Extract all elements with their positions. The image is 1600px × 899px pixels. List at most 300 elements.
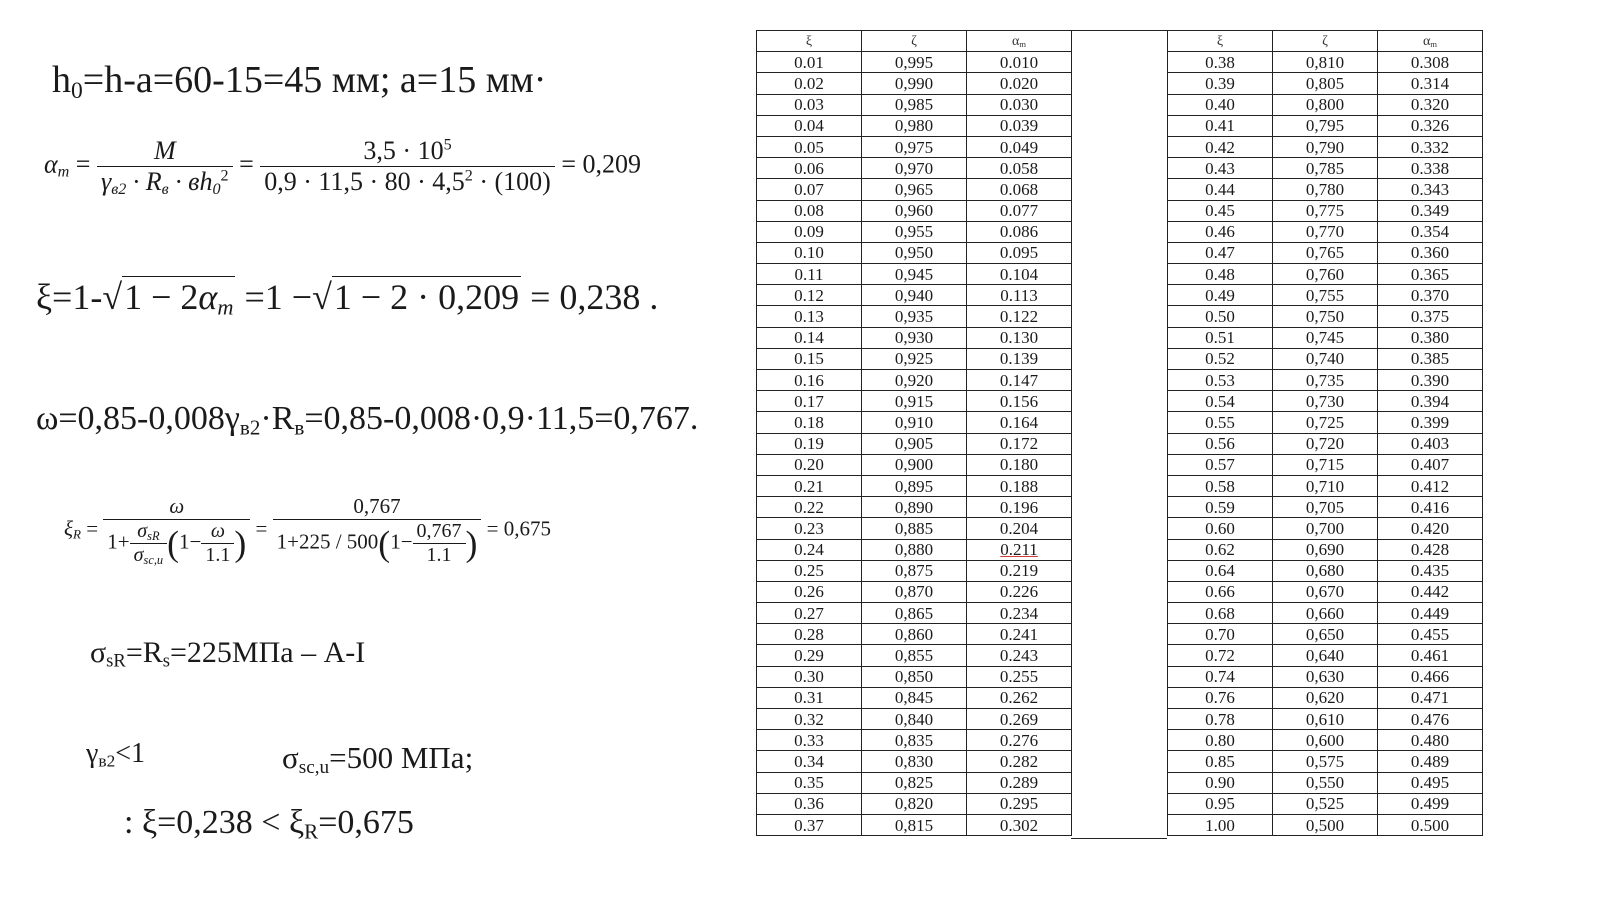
cell-xi: 0.40 (1168, 94, 1273, 115)
cell-alpha-m: 0.442 (1378, 581, 1483, 602)
table-row (1168, 709, 1483, 730)
header-zeta: ζ (862, 31, 967, 52)
table-row (1168, 370, 1483, 391)
cell-alpha-m: 0.204 (967, 518, 1072, 539)
cell-zeta: 0,815 (862, 814, 967, 835)
cell-zeta: 0,925 (862, 348, 967, 369)
table-row (1168, 539, 1483, 560)
table-row (1168, 560, 1483, 581)
table-header-row (757, 31, 1072, 52)
cell-alpha-m: 0.295 (967, 793, 1072, 814)
fraction-symbolic (97, 136, 233, 197)
cell-zeta: 0,575 (1273, 751, 1378, 772)
table-row (757, 242, 1072, 263)
table-row (1168, 730, 1483, 751)
cell-zeta: 0,750 (1273, 306, 1378, 327)
cell-zeta: 0,735 (1273, 370, 1378, 391)
cell-zeta: 0,870 (862, 581, 967, 602)
alpha-symbol: α (44, 149, 58, 179)
table-row (1168, 285, 1483, 306)
cell-xi: 0.56 (1168, 433, 1273, 454)
table-row (757, 200, 1072, 221)
cell-xi: 0.30 (757, 666, 862, 687)
fraction-numeric (260, 136, 555, 197)
table-row (757, 73, 1072, 94)
cell-alpha-m: 0.394 (1378, 391, 1483, 412)
cell-xi: 0.25 (757, 560, 862, 581)
table-row (757, 497, 1072, 518)
cell-xi: 0.78 (1168, 709, 1273, 730)
cell-alpha-m: 0.234 (967, 603, 1072, 624)
cell-zeta: 0,880 (862, 539, 967, 560)
cell-zeta: 0,670 (1273, 581, 1378, 602)
table-row (1168, 242, 1483, 263)
table-row (757, 518, 1072, 539)
cell-xi: 0.28 (757, 624, 862, 645)
table-row (1168, 115, 1483, 136)
cell-xi: 0.44 (1168, 179, 1273, 200)
cell-xi: 0.64 (1168, 560, 1273, 581)
cell-alpha-m: 0.466 (1378, 666, 1483, 687)
table-row (757, 115, 1072, 136)
cell-zeta: 0,805 (1273, 73, 1378, 94)
cell-alpha-m: 0.416 (1378, 497, 1483, 518)
cell-xi: 0.49 (1168, 285, 1273, 306)
table-row (1168, 327, 1483, 348)
cell-xi: 0.33 (757, 730, 862, 751)
cell-xi: 0.29 (757, 645, 862, 666)
table-row (1168, 497, 1483, 518)
cell-xi: 0.80 (1168, 730, 1273, 751)
cell-alpha-m: 0.172 (967, 433, 1072, 454)
cell-zeta: 0,785 (1273, 158, 1378, 179)
cell-zeta: 0,770 (1273, 221, 1378, 242)
cell-xi: 0.55 (1168, 412, 1273, 433)
cell-zeta: 0,740 (1273, 348, 1378, 369)
table-row (757, 348, 1072, 369)
cell-alpha-m: 0.407 (1378, 454, 1483, 475)
cell-zeta: 0,995 (862, 52, 967, 73)
sqrt-sign-2: √ (312, 277, 332, 317)
cell-xi: 0.07 (757, 179, 862, 200)
cell-zeta: 0,975 (862, 136, 967, 157)
cell-xi: 0.43 (1168, 158, 1273, 179)
table-row (757, 94, 1072, 115)
h0-expression: =h-a=60-15=45 мм; a=15 мм· (82, 59, 547, 101)
sqrt-radicand-2: 1 − 2 · 0,209 (333, 277, 520, 317)
cell-alpha-m: 0.113 (967, 285, 1072, 306)
header-alpha-m: $\alpha_m$ (1378, 31, 1483, 52)
cell-xi: 0.66 (1168, 581, 1273, 602)
cell-zeta: 0,950 (862, 242, 967, 263)
cell-xi: 0.19 (757, 433, 862, 454)
cell-xi: 0.16 (757, 370, 862, 391)
cell-alpha-m: 0.188 (967, 475, 1072, 496)
cell-zeta: 0,700 (1273, 518, 1378, 539)
cell-zeta: 0,835 (862, 730, 967, 751)
cell-xi: 0.68 (1168, 603, 1273, 624)
cell-alpha-m: 0.365 (1378, 264, 1483, 285)
cell-alpha-m: 0.276 (967, 730, 1072, 751)
cell-zeta: 0,630 (1273, 666, 1378, 687)
cell-alpha-m: 0.139 (967, 348, 1072, 369)
cell-zeta: 0,755 (1273, 285, 1378, 306)
cell-xi: 0.58 (1168, 475, 1273, 496)
cell-xi: 0.57 (1168, 454, 1273, 475)
cell-zeta: 0,965 (862, 179, 967, 200)
table-row (757, 814, 1072, 835)
table-row (1168, 158, 1483, 179)
cell-xi: 0.26 (757, 581, 862, 602)
sqrt-sign: √ (102, 277, 123, 317)
cell-zeta: 0,765 (1273, 242, 1378, 263)
cell-xi: 0.20 (757, 454, 862, 475)
cell-xi: 0.02 (757, 73, 862, 94)
coefficient-table-left (756, 30, 1072, 836)
cell-xi: 0.53 (1168, 370, 1273, 391)
table-row (1168, 814, 1483, 835)
table-row (1168, 454, 1483, 475)
table-row (1168, 200, 1483, 221)
coefficient-table-right (1167, 30, 1483, 836)
cell-xi: 0.60 (1168, 518, 1273, 539)
cell-alpha-m: 0.390 (1378, 370, 1483, 391)
cell-alpha-m: 0.289 (967, 772, 1072, 793)
cell-zeta: 0,725 (1273, 412, 1378, 433)
table-row (757, 264, 1072, 285)
cell-alpha-m: 0.147 (967, 370, 1072, 391)
cell-alpha-m: 0.243 (967, 645, 1072, 666)
cell-zeta: 0,885 (862, 518, 967, 539)
cell-alpha-m: 0.500 (1378, 814, 1483, 835)
cell-alpha-m: 0.435 (1378, 560, 1483, 581)
table-row (757, 687, 1072, 708)
table-row (1168, 221, 1483, 242)
table-row (1168, 73, 1483, 94)
sqrt-radicand-1: $1 - 2\alpha_m$ (124, 277, 234, 320)
table-row (757, 179, 1072, 200)
table-row (757, 306, 1072, 327)
cell-xi: 0.47 (1168, 242, 1273, 263)
cell-xi: 0.31 (757, 687, 862, 708)
cell-alpha-m: 0.495 (1378, 772, 1483, 793)
cell-xi: 0.34 (757, 751, 862, 772)
equals-sign: = (75, 149, 91, 179)
cell-zeta: 0,990 (862, 73, 967, 94)
cell-alpha-m: 0.349 (1378, 200, 1483, 221)
table-row (1168, 624, 1483, 645)
cell-zeta: 0,680 (1273, 560, 1378, 581)
cell-xi: 0.32 (757, 709, 862, 730)
cell-zeta: 0,980 (862, 115, 967, 136)
cell-zeta: 0,710 (1273, 475, 1378, 496)
cell-xi: 0.10 (757, 242, 862, 263)
header-alpha-m: $\alpha_m$ (967, 31, 1072, 52)
cell-alpha-m: 0.461 (1378, 645, 1483, 666)
cell-alpha-m: 0.354 (1378, 221, 1483, 242)
cell-zeta: 0,875 (862, 560, 967, 581)
cell-alpha-m: 0.156 (967, 391, 1072, 412)
cell-xi: 0.51 (1168, 327, 1273, 348)
cell-alpha-m: 0.370 (1378, 285, 1483, 306)
cell-xi: 0.13 (757, 306, 862, 327)
numerator-m: M (153, 136, 176, 165)
cell-xi: 0.95 (1168, 793, 1273, 814)
cell-alpha-m: 0.471 (1378, 687, 1483, 708)
cell-alpha-m: 0.455 (1378, 624, 1483, 645)
table-row (757, 645, 1072, 666)
cell-xi: 0.90 (1168, 772, 1273, 793)
cell-alpha-m: 0.320 (1378, 94, 1483, 115)
cell-zeta: 0,985 (862, 94, 967, 115)
table-row (1168, 581, 1483, 602)
table-row (1168, 306, 1483, 327)
formula-omega: $\omega=0,85-0,008\gamma_{в2}\cdot R_в=0,85-0,008\cdot 0,9\cdot 11,5=0,767$. (36, 400, 699, 440)
equals-sign-2: = (239, 149, 254, 179)
cell-zeta: 0,800 (1273, 94, 1378, 115)
cell-zeta: 0,690 (1273, 539, 1378, 560)
cell-zeta: 0,775 (1273, 200, 1378, 221)
table-row (757, 624, 1072, 645)
cell-zeta: 0,715 (1273, 454, 1378, 475)
table-row (757, 793, 1072, 814)
xi-r-symbol: ξ (64, 516, 73, 541)
cell-alpha-m: 0.180 (967, 454, 1072, 475)
table-row (1168, 391, 1483, 412)
cell-zeta: 0,825 (862, 772, 967, 793)
cell-zeta: 0,930 (862, 327, 967, 348)
formula-xi (36, 276, 658, 318)
header-xi: ξ (757, 31, 862, 52)
cell-zeta: 0,500 (1273, 814, 1378, 835)
cell-zeta: 0,905 (862, 433, 967, 454)
cell-xi: 0.52 (1168, 348, 1273, 369)
table-row (757, 666, 1072, 687)
cell-alpha-m: 0.095 (967, 242, 1072, 263)
cell-zeta: 0,830 (862, 751, 967, 772)
cell-zeta: 0,730 (1273, 391, 1378, 412)
cell-xi: 0.76 (1168, 687, 1273, 708)
cell-alpha-m: 0.255 (967, 666, 1072, 687)
cell-xi: 0.70 (1168, 624, 1273, 645)
cell-alpha-m: 0.164 (967, 412, 1072, 433)
table-row (757, 52, 1072, 73)
denominator-numeric: $0,9 \cdot 11,5 \cdot 80 \cdot 4,5^2 \cdot (100)$ (264, 167, 551, 196)
cell-alpha-m: 0.420 (1378, 518, 1483, 539)
alpha-m-result: = 0,209 (561, 149, 641, 179)
table-row (757, 158, 1072, 179)
table-gap (1071, 30, 1167, 839)
cell-xi: 0.50 (1168, 306, 1273, 327)
cell-zeta: 0,845 (862, 687, 967, 708)
cell-alpha-m: 0.412 (1378, 475, 1483, 496)
cell-xi: 0.48 (1168, 264, 1273, 285)
table-row (1168, 666, 1483, 687)
cell-alpha-m: 0.399 (1378, 412, 1483, 433)
table-row (1168, 52, 1483, 73)
cell-zeta: 0,955 (862, 221, 967, 242)
cell-alpha-m: 0.049 (967, 136, 1072, 157)
table-row (1168, 645, 1483, 666)
header-xi: ξ (1168, 31, 1273, 52)
cell-alpha-m: 0.039 (967, 115, 1072, 136)
cell-zeta: 0,865 (862, 603, 967, 624)
cell-zeta: 0,840 (862, 709, 967, 730)
xi-r-result: = 0,675 (486, 516, 552, 541)
table-row (757, 221, 1072, 242)
cell-zeta: 0,900 (862, 454, 967, 475)
table-row (1168, 687, 1483, 708)
cell-zeta: 0,650 (1273, 624, 1378, 645)
cell-alpha-m: 0.010 (967, 52, 1072, 73)
table-row (757, 475, 1072, 496)
table-row (757, 433, 1072, 454)
numerator-numeric: $3,5 \cdot 10^5$ (260, 136, 555, 167)
xi-result: = 0,238 . (530, 277, 659, 317)
cell-alpha-m: 0.499 (1378, 793, 1483, 814)
table-row (757, 454, 1072, 475)
table-row (1168, 136, 1483, 157)
formula-sigma-sr: $\sigma_{sR}=R_s=225МПа - A-I$ (90, 636, 366, 672)
table-row (757, 581, 1072, 602)
table-row (757, 709, 1072, 730)
cell-zeta: 0,550 (1273, 772, 1378, 793)
cell-xi: 0.17 (757, 391, 862, 412)
cell-zeta: 0,810 (1273, 52, 1378, 73)
cell-zeta: 0,705 (1273, 497, 1378, 518)
cell-xi: 1.00 (1168, 814, 1273, 835)
cell-xi: 0.42 (1168, 136, 1273, 157)
alpha-subscript: m (57, 163, 70, 181)
cell-xi: 0.62 (1168, 539, 1273, 560)
cell-xi: 0.12 (757, 285, 862, 306)
cell-alpha-m: 0.241 (967, 624, 1072, 645)
cell-xi: 0.14 (757, 327, 862, 348)
cell-alpha-m: 0.077 (967, 200, 1072, 221)
formula-h0 (52, 58, 546, 102)
cell-xi: 0.15 (757, 348, 862, 369)
cell-xi: 0.22 (757, 497, 862, 518)
table-row (757, 730, 1072, 751)
cell-alpha-m: 0.385 (1378, 348, 1483, 369)
formula-alpha-m (44, 136, 641, 197)
cell-zeta: 0,860 (862, 624, 967, 645)
cell-xi: 0.74 (1168, 666, 1273, 687)
table-row (1168, 475, 1483, 496)
h-symbol: h (52, 59, 71, 101)
table-row (1168, 264, 1483, 285)
cell-xi: 0.04 (757, 115, 862, 136)
cell-alpha-m: 0.130 (967, 327, 1072, 348)
cell-zeta: 0,660 (1273, 603, 1378, 624)
cell-zeta: 0,640 (1273, 645, 1378, 666)
table-row (757, 412, 1072, 433)
cell-zeta: 0,600 (1273, 730, 1378, 751)
cell-zeta: 0,720 (1273, 433, 1378, 454)
table-row (1168, 603, 1483, 624)
cell-alpha-m: 0.122 (967, 306, 1072, 327)
cell-xi: 0.23 (757, 518, 862, 539)
cell-xi: 0.35 (757, 772, 862, 793)
cell-zeta: 0,960 (862, 200, 967, 221)
cell-zeta: 0,910 (862, 412, 967, 433)
cell-zeta: 0,610 (1273, 709, 1378, 730)
cell-alpha-m: 0.262 (967, 687, 1072, 708)
cell-xi: 0.18 (757, 412, 862, 433)
cell-alpha-m: 0.086 (967, 221, 1072, 242)
cell-alpha-m: 0.196 (967, 497, 1072, 518)
cell-zeta: 0,780 (1273, 179, 1378, 200)
cell-xi: 0.01 (757, 52, 862, 73)
cell-zeta: 0,915 (862, 391, 967, 412)
cell-zeta: 0,940 (862, 285, 967, 306)
cell-alpha-m: 0.360 (1378, 242, 1483, 263)
xi-r-fraction-numeric: 0,767 1+225 / 500(1− $\frac{0,767}{1.1}$ ) (273, 494, 482, 567)
cell-xi: 0.54 (1168, 391, 1273, 412)
cell-xi: 0.08 (757, 200, 862, 221)
cell-xi: 0.45 (1168, 200, 1273, 221)
table-row (1168, 793, 1483, 814)
cell-alpha-m: 0.302 (967, 814, 1072, 835)
cell-alpha-m: 0.058 (967, 158, 1072, 179)
cell-xi: 0.03 (757, 94, 862, 115)
cell-alpha-m: 0.314 (1378, 73, 1483, 94)
cell-alpha-m: 0.308 (1378, 52, 1483, 73)
cell-zeta: 0,920 (862, 370, 967, 391)
cell-zeta: 0,890 (862, 497, 967, 518)
cell-alpha-m: 0.380 (1378, 327, 1483, 348)
table-row (757, 539, 1072, 560)
cell-xi: 0.85 (1168, 751, 1273, 772)
cell-zeta: 0,945 (862, 264, 967, 285)
table-row (1168, 751, 1483, 772)
table-row (757, 285, 1072, 306)
xi-mid: =1 − (244, 277, 313, 317)
cell-xi: 0.39 (1168, 73, 1273, 94)
cell-alpha-m: 0.326 (1378, 115, 1483, 136)
cell-xi: 0.37 (757, 814, 862, 835)
cell-alpha-m: 0.449 (1378, 603, 1483, 624)
cell-xi: 0.11 (757, 264, 862, 285)
cell-zeta: 0,525 (1273, 793, 1378, 814)
cell-alpha-m: 0.104 (967, 264, 1072, 285)
formula-sigma-scu: $\sigma_{sc,u}=500$ МПа; (282, 740, 474, 778)
cell-xi: 0.05 (757, 136, 862, 157)
cell-alpha-m: 0.282 (967, 751, 1072, 772)
table-row (757, 603, 1072, 624)
table-row (1168, 433, 1483, 454)
cell-alpha-m: 0.226 (967, 581, 1072, 602)
cell-xi: 0.36 (757, 793, 862, 814)
cell-xi: 0.09 (757, 221, 862, 242)
table-row (1168, 179, 1483, 200)
cell-alpha-m: 0.332 (1378, 136, 1483, 157)
table-row (1168, 348, 1483, 369)
table-row (757, 560, 1072, 581)
table-header-row (1168, 31, 1483, 52)
cell-alpha-m: 0.480 (1378, 730, 1483, 751)
cell-alpha-m: 0.338 (1378, 158, 1483, 179)
cell-zeta: 0,970 (862, 158, 967, 179)
cell-zeta: 0,855 (862, 645, 967, 666)
h-subscript: 0 (71, 77, 83, 104)
cell-alpha-m: 0.219 (967, 560, 1072, 581)
cell-zeta: 0,745 (1273, 327, 1378, 348)
formula-xi-r: $\xi_R$ = ω 1+ $\frac{\sigma_{sR}}{\sigma_{sc,u}}$ (1− $\frac{\omega}{1.1}$ ) = 0,767 1+225 / 500(1− $\frac{0,767}{1.1}$ ) = 0,675 (64, 494, 552, 568)
cell-xi: 0.38 (1168, 52, 1273, 73)
cell-zeta: 0,850 (862, 666, 967, 687)
table-row (1168, 412, 1483, 433)
